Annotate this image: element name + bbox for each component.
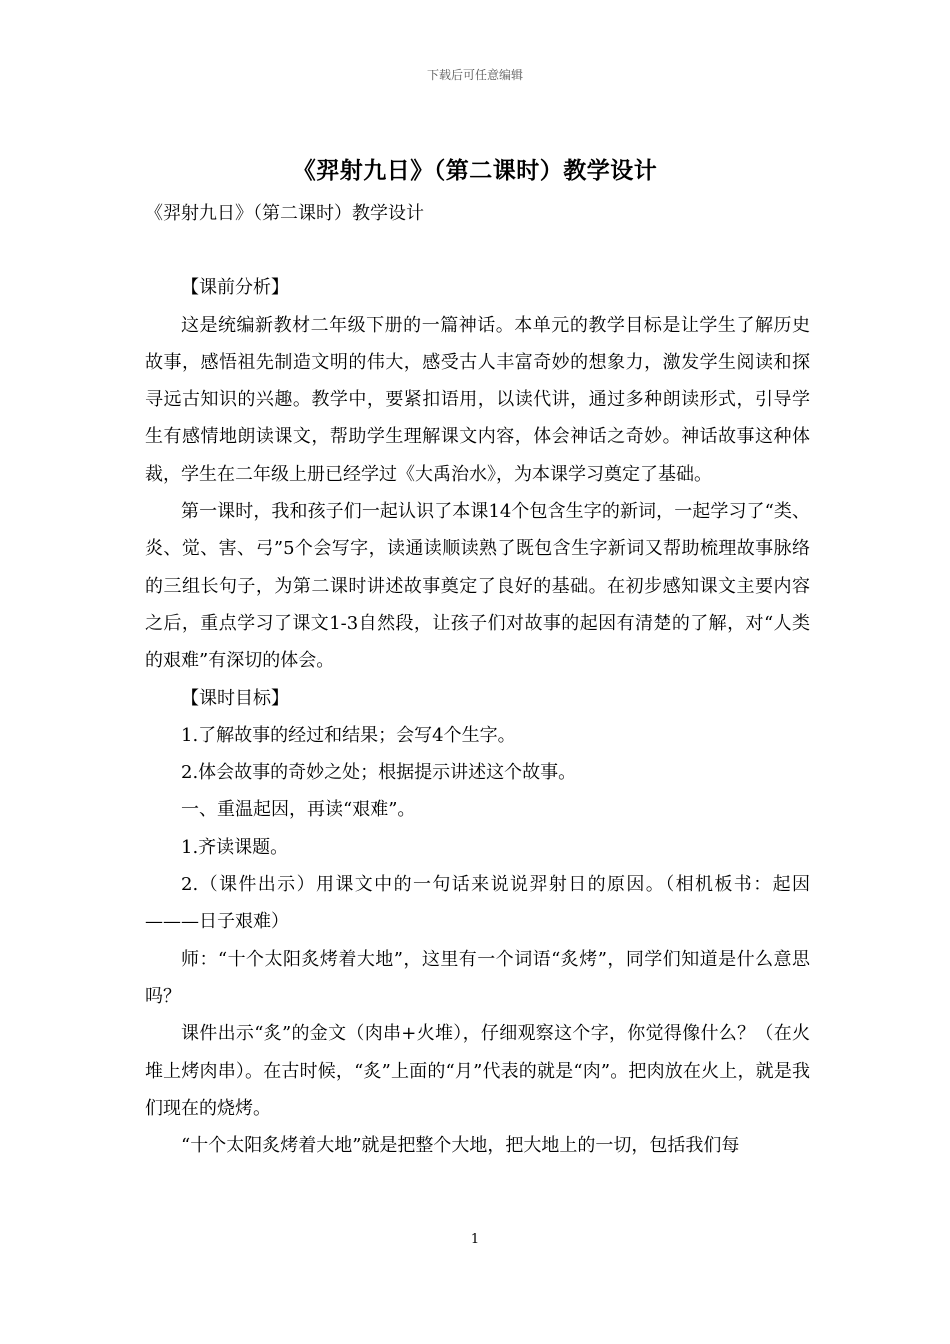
section-heading-pre-analysis: 【课前分析】: [181, 277, 289, 299]
paragraph: “十个太阳炙烤着大地”就是把整个大地，把大地上的一切，包括我们每: [181, 1135, 740, 1157]
section-heading-goals: 【课时目标】: [181, 687, 289, 709]
page-number: 1: [470, 1232, 480, 1247]
document-title: 《羿射九日》（第二课时）教学设计: [292, 157, 658, 184]
paragraph: 课件出示“炙”的金文（肉串+火堆），仔细观察这个字，你觉得像什么？（在火堆上烤肉串）。在古时候，“炙”上面的“月”代表的就是“肉”。把肉放在火上，就是我们现在的烧烤。: [145, 1023, 810, 1119]
subtitle-line: 《羿射九日》（第二课时）教学设计: [145, 203, 424, 224]
goal-item: 2.体会故事的奇妙之处；根据提示讲述这个故事。: [181, 762, 577, 784]
paragraph: 这是统编新教材二年级下册的一篇神话。本单元的教学目标是让学生了解历史故事，感悟祖先制造文明的伟大，感受古人丰富奇妙的想象力，激发学生阅读和探寻远古知识的兴趣。教学中，要紧扣语用，以读代讲，通过多种朗读形式，引导学生有感情地朗读课文，帮助学生理解课文内容，体会神话之奇妙。神话故事这种体裁，学生在二年级上册已经学过《大禹治水》，为本课学习奠定了基础。: [145, 314, 810, 485]
step-item: 2.（课件出示）用课文中的一句话来说说羿射日的原因。（相机板书：起因———日子艰难）: [145, 874, 810, 933]
goal-item: 1.了解故事的经过和结果；会写4个生字。: [181, 724, 516, 746]
paragraph: 师：“十个太阳炙烤着大地”，这里有一个词语“炙烤”，同学们知道是什么意思吗？: [145, 948, 810, 1007]
paragraph: 第一课时，我和孩子们一起认识了本课14个包含生字的新词，一起学习了“类、炎、觉、害、弓”5个会写字，读通读顺读熟了既包含生字新词又帮助梳理故事脉络的三组长句子，为第二课时讲述故事奠定了良好的基础。在初步感知课文主要内容之后，重点学习了课文1-3自然段，让孩子们对故事的起因有清楚的了解，对“人类的艰难”有深切的体会。: [145, 501, 810, 672]
step-item: 1.齐读课题。: [181, 836, 289, 858]
document-body: [145, 195, 810, 1164]
step-heading: 一、重温起因，再读“艰难”。: [181, 799, 416, 821]
header-note: 下载后可任意编辑: [426, 68, 523, 82]
